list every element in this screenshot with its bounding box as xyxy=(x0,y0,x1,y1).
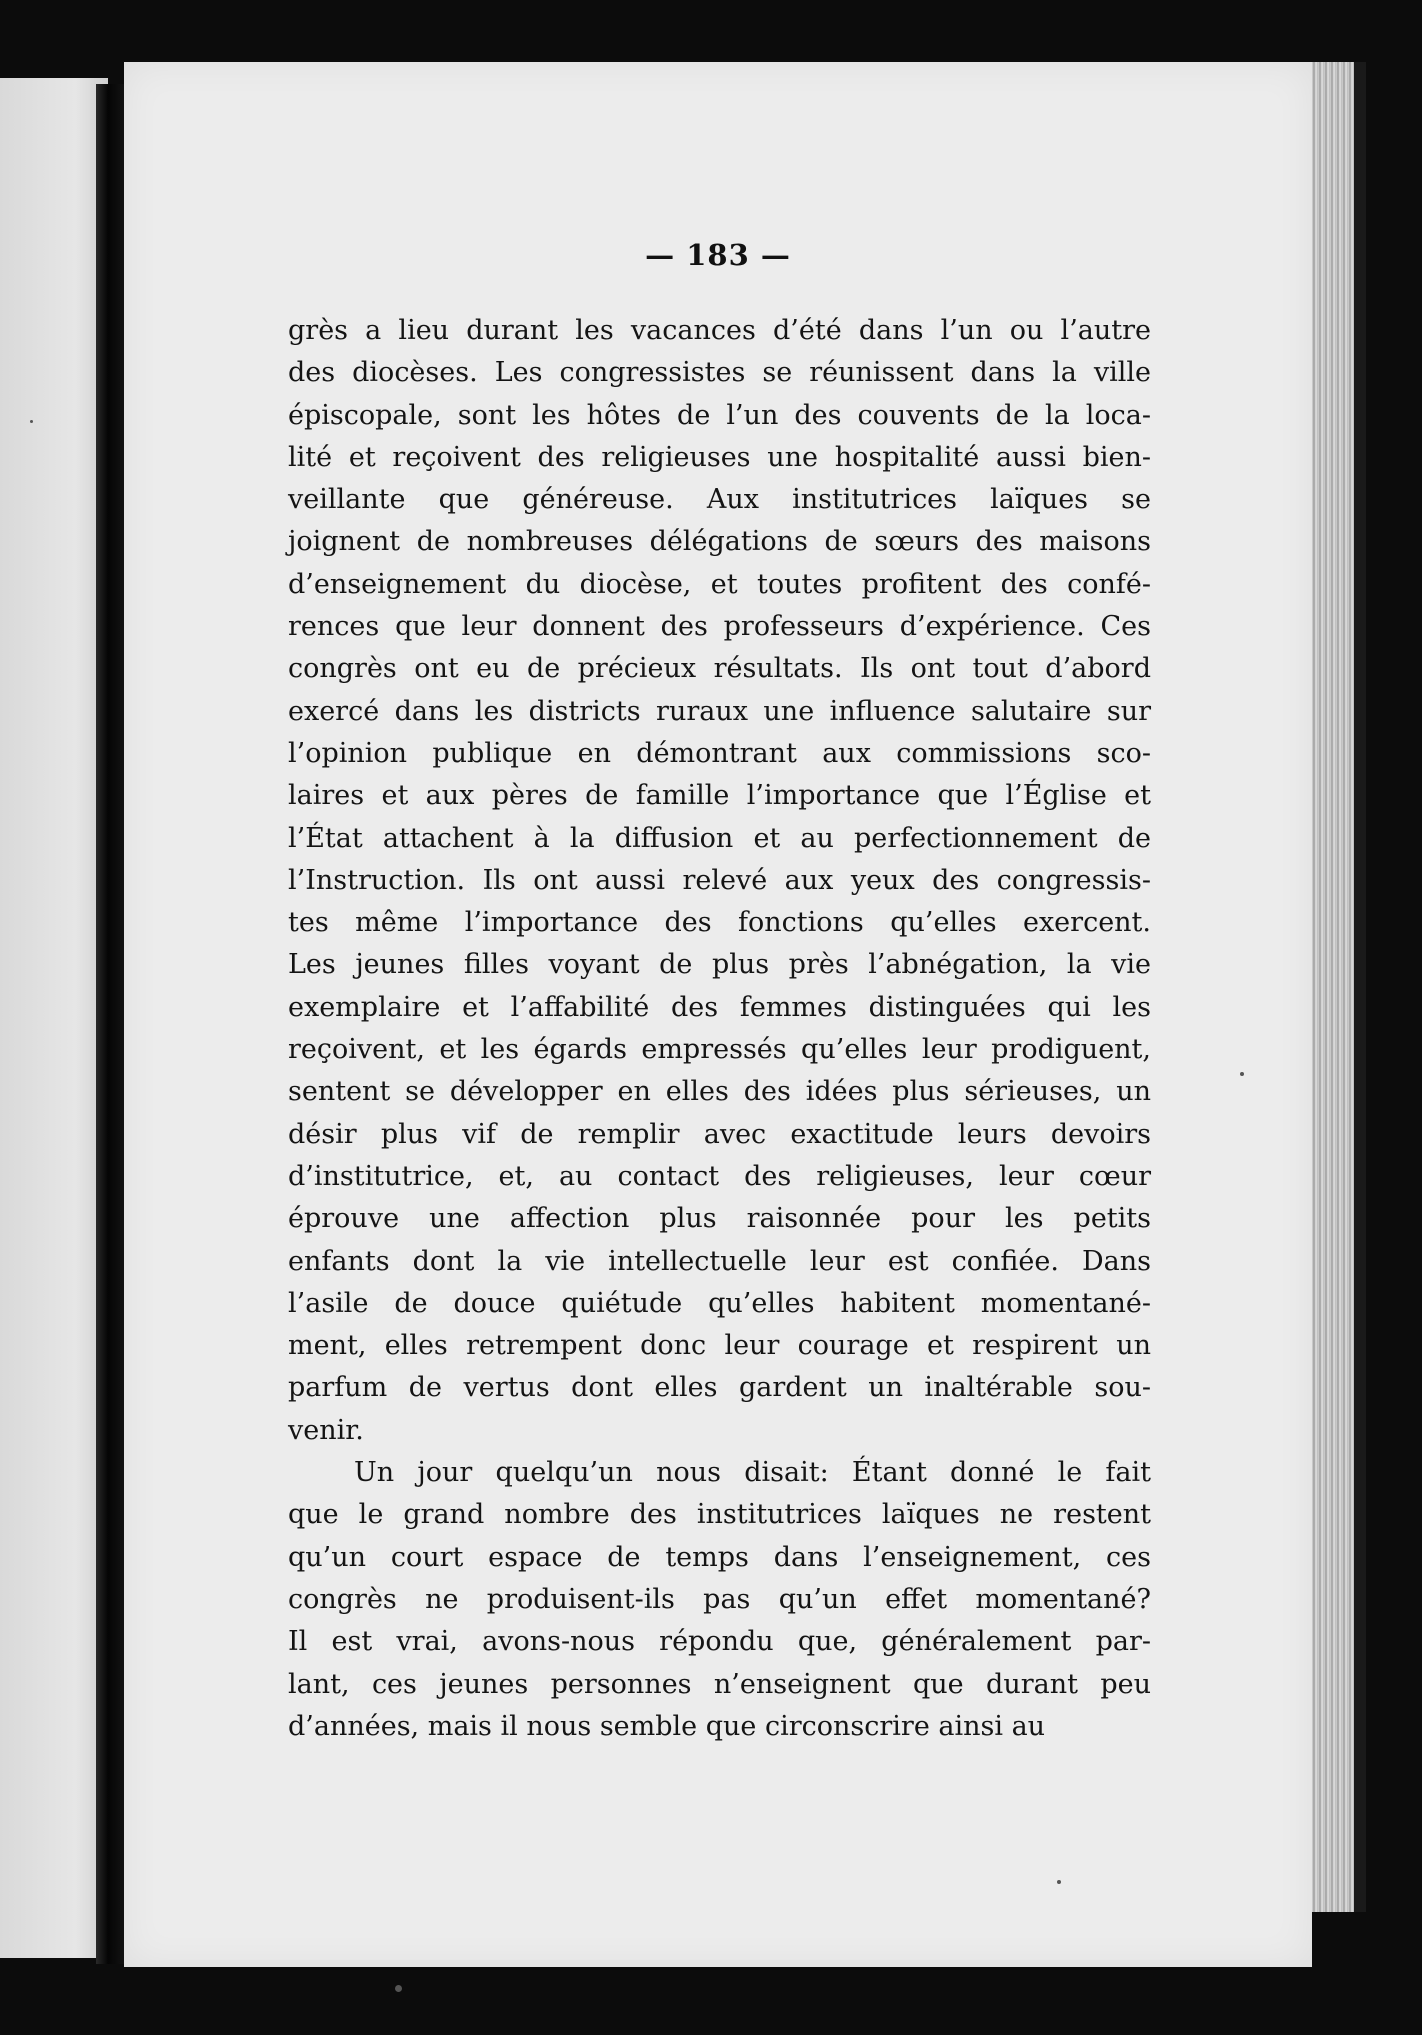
book-page xyxy=(124,62,1312,1967)
text-line: désir plus vif de remplir avec exactitude leurs devoirs xyxy=(288,1118,1151,1150)
book-gutter xyxy=(96,84,126,1964)
text-line: exercé dans les districts ruraux une influence salutaire sur xyxy=(288,695,1151,727)
text-line: laires et aux pères de famille l’importance que l’Église et xyxy=(288,780,1151,812)
text-line: veillante que généreuse. Aux institutrices laïques se xyxy=(288,484,1151,516)
text-line: congrès ne produisent-ils pas qu’un effet momentané? xyxy=(288,1583,1151,1615)
text-line: des diocèses. Les congressistes se réunissent dans la ville xyxy=(288,357,1151,389)
text-line: Un jour quelqu’un nous disait: Étant donné le fait xyxy=(354,1457,1151,1489)
text-line: d’années, mais il nous semble que circonscrire ainsi au xyxy=(288,1710,1046,1742)
text-line: l’opinion publique en démontrant aux commissions sco- xyxy=(288,737,1151,769)
text-line: tes même l’importance des fonctions qu’elles exercent. xyxy=(288,907,1151,939)
text-line: que le grand nombre des institutrices laïques ne restent xyxy=(288,1499,1151,1531)
text-line: l’Instruction. Ils ont aussi relevé aux yeux des congressis- xyxy=(288,864,1151,896)
text-line: parfum de vertus dont elles gardent un inaltérable sou- xyxy=(288,1372,1151,1404)
page-stack-edge xyxy=(1312,62,1354,1912)
text-line: venir. xyxy=(288,1414,364,1446)
text-line: enfants dont la vie intellectuelle leur est confiée. Dans xyxy=(288,1245,1151,1277)
previous-page-edge xyxy=(0,78,108,1958)
text-line: reçoivent, et les égards empressés qu’elles leur prodiguent, xyxy=(288,1034,1151,1066)
text-line: d’enseignement du diocèse, et toutes profitent des confé- xyxy=(288,568,1151,600)
page-body-text xyxy=(288,310,1151,1748)
text-line: l’État attachent à la diffusion et au perfectionnement de xyxy=(288,822,1151,854)
text-line: épiscopale, sont les hôtes de l’un des couvents de la loca- xyxy=(288,399,1151,431)
text-line: sentent se développer en elles des idées plus sérieuses, un xyxy=(288,1076,1151,1108)
text-line: grès a lieu durant les vacances d’été dans l’un ou l’autre xyxy=(288,315,1151,346)
text-line: l’asile de douce quiétude qu’elles habitent momentané- xyxy=(288,1287,1151,1319)
text-line: lité et reçoivent des religieuses une hospitalité aussi bien- xyxy=(288,441,1151,473)
text-line: ment, elles retrempent donc leur courage et respirent un xyxy=(288,1330,1151,1362)
text-line: lant, ces jeunes personnes n’enseignent que durant peu xyxy=(288,1668,1151,1700)
text-line: rences que leur donnent des professeurs d’expérience. Ces xyxy=(288,611,1151,643)
text-line: Il est vrai, avons-nous répondu que, généralement par- xyxy=(288,1626,1151,1658)
text-line: Les jeunes filles voyant de plus près l’abnégation, la vie xyxy=(288,949,1151,981)
cover-edge xyxy=(1354,62,1366,1912)
text-line: éprouve une affection plus raisonnée pour les petits xyxy=(288,1203,1151,1235)
text-line: joignent de nombreuses délégations de sœurs des maisons xyxy=(288,526,1151,558)
text-line: congrès ont eu de précieux résultats. Ils ont tout d’abord xyxy=(288,653,1151,685)
page-number: — 183 — xyxy=(645,238,791,272)
text-line: d’institutrice, et, au contact des religieuses, leur cœur xyxy=(288,1160,1151,1192)
text-line: qu’un court espace de temps dans l’enseignement, ces xyxy=(288,1541,1151,1573)
text-line: exemplaire et l’affabilité des femmes distinguées qui les xyxy=(288,991,1151,1023)
